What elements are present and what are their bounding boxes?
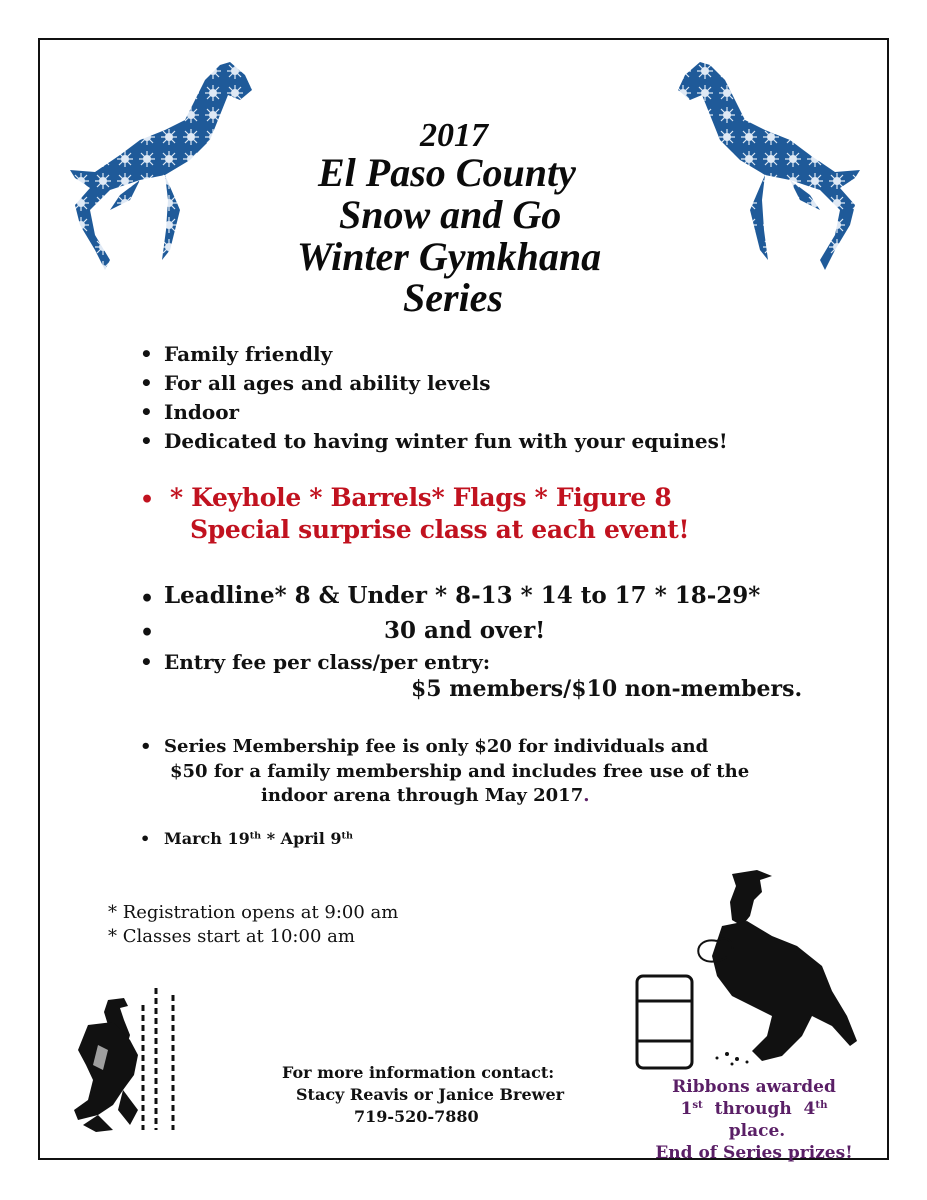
ribbons-note — [654, 1076, 854, 1164]
entry-fee-label: Entry fee per class/per entry: — [164, 650, 491, 674]
ribbons-first-suffix: st — [692, 1098, 703, 1111]
age-groups-line-1: Leadline* 8 & Under * 8-13 * 14 to 17 * 18-29* — [164, 582, 761, 609]
title-line-2: Snow and Go — [339, 192, 562, 237]
title-line-1: El Paso County — [318, 150, 576, 195]
classes-line-2: Special surprise class at each event! — [190, 515, 690, 544]
ribbons-line-1: Ribbons awarded — [672, 1077, 836, 1097]
title-year: 2017 — [420, 117, 488, 154]
classes-start-time: * Classes start at 10:00 am — [108, 926, 355, 947]
barrel-racer-image — [632, 866, 867, 1076]
feature-item: • Dedicated to having winter fun with your equines! — [140, 427, 728, 456]
ribbons-first: 1 — [680, 1099, 693, 1119]
entry-fee-amount: $5 members/$10 non-members. — [411, 676, 803, 702]
entry-fee-bullet: • — [140, 650, 153, 674]
feature-item: • Family friendly — [140, 340, 728, 369]
date-march: March 19 — [164, 829, 250, 848]
age-groups-bullet-2: • — [140, 620, 155, 646]
date-april-suffix: th — [341, 830, 353, 842]
contact-names: Stacy Reavis or Janice Brewer — [296, 1085, 565, 1104]
title-line-3: Winter Gymkhana — [297, 234, 602, 279]
snowflake-horse-left-image — [70, 60, 270, 275]
event-dates — [164, 829, 353, 848]
ribbons-through: through 4 — [702, 1099, 816, 1119]
membership-line-2: $50 for a family membership and includes free use of the — [170, 761, 750, 782]
membership-line-1: Series Membership fee is only $20 for individuals and — [164, 736, 709, 757]
feature-item: • For all ages and ability levels — [140, 369, 728, 398]
contact-phone: 719-520-7880 — [354, 1107, 479, 1126]
contact-block — [282, 1062, 564, 1128]
date-march-suffix: th — [249, 830, 262, 842]
contact-heading: For more information contact: — [282, 1063, 555, 1082]
membership-bullet: • — [140, 736, 152, 757]
ribbons-place: place. — [722, 1121, 786, 1141]
feature-item: • Indoor — [140, 398, 728, 427]
ribbons-fourth-suffix: th — [815, 1098, 828, 1111]
ribbons-line-3: End of Series prizes! — [655, 1143, 853, 1163]
membership-line-3 — [261, 785, 590, 806]
registration-time: * Registration opens at 9:00 am — [108, 902, 399, 923]
snowflake-horse-right-image — [650, 60, 860, 275]
age-groups-bullet-1: • — [140, 586, 155, 612]
dates-bullet: • — [140, 829, 151, 848]
membership-period: . — [583, 785, 590, 806]
age-groups-line-2: 30 and over! — [384, 617, 546, 644]
classes-bullet: • — [140, 487, 155, 513]
flag-racer-image — [68, 980, 208, 1140]
membership-line-3-text: indoor arena through May 2017 — [261, 785, 584, 806]
date-april: * April 9 — [261, 829, 342, 848]
classes-line-1: * Keyhole * Barrels* Flags * Figure 8 — [170, 483, 672, 512]
ribbons-line-2 — [654, 1098, 854, 1142]
features-list — [140, 340, 728, 456]
title-line-4: Series — [403, 275, 503, 320]
